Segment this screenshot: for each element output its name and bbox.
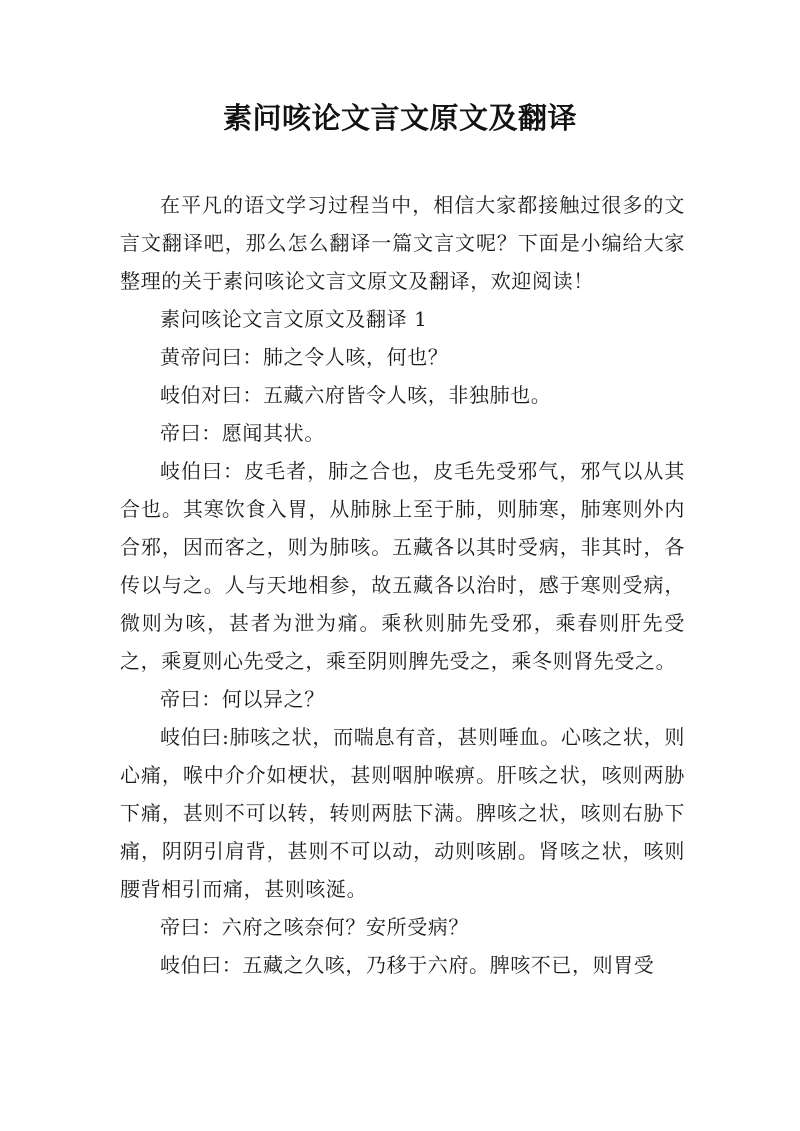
paragraph: 岐伯曰:肺咳之状，而喘息有音，甚则唾血。心咳之状，则心痛，喉中介介如梗状，甚则咽肿喉痹。肝咳之状，咳则两胁下痛，甚则不可以转，转则两胠下满。脾咳之状，咳则右胁下痛，阴阴引肩背，甚则不可以动，动则咳剧。肾咳之状，咳则腰背相引而痛，甚则咳涎。 xyxy=(120,725,685,901)
paragraph: 岐伯曰：皮毛者，肺之合也，皮毛先受邪气，邪气以从其合也。其寒饮食入胃，从肺脉上至于肺，则肺寒，肺寒则外内合邪，因而客之，则为肺咳。五藏各以其时受病，非其时，各传以与之。人与天地相参，故五藏各以治时，感于寒则受病，微则为咳，甚者为泄为痛。乘秋则肺先受邪，乘春则肝先受之，乘夏则心先受之，乘至阴则脾先受之，乘冬则肾先受之。 xyxy=(120,459,685,673)
paragraph: 帝曰：六府之咳奈何？安所受病？ xyxy=(160,915,469,939)
paragraph-section-heading: 素问咳论文言文原文及翻译 1 xyxy=(160,307,428,331)
document-title: 素问咳论文言文原文及翻译 xyxy=(222,101,577,135)
document-body xyxy=(120,186,685,984)
paragraph: 帝曰：愿闻其状。 xyxy=(160,421,325,445)
paragraph: 帝曰：何以异之？ xyxy=(160,687,325,711)
paragraph: 黄帝问曰：肺之令人咳，何也？ xyxy=(160,345,449,369)
paragraph: 岐伯曰：五藏之久咳，乃移于六府。脾咳不已，则胃受 xyxy=(160,953,655,977)
paragraph-intro: 在平凡的语文学习过程当中，相信大家都接触过很多的文言文翻译吧，那么怎么翻译一篇文言文呢？下面是小编给大家整理的关于素问咳论文言文原文及翻译，欢迎阅读！ xyxy=(120,193,685,293)
paragraph: 岐伯对曰：五藏六府皆令人咳，非独肺也。 xyxy=(160,383,552,407)
